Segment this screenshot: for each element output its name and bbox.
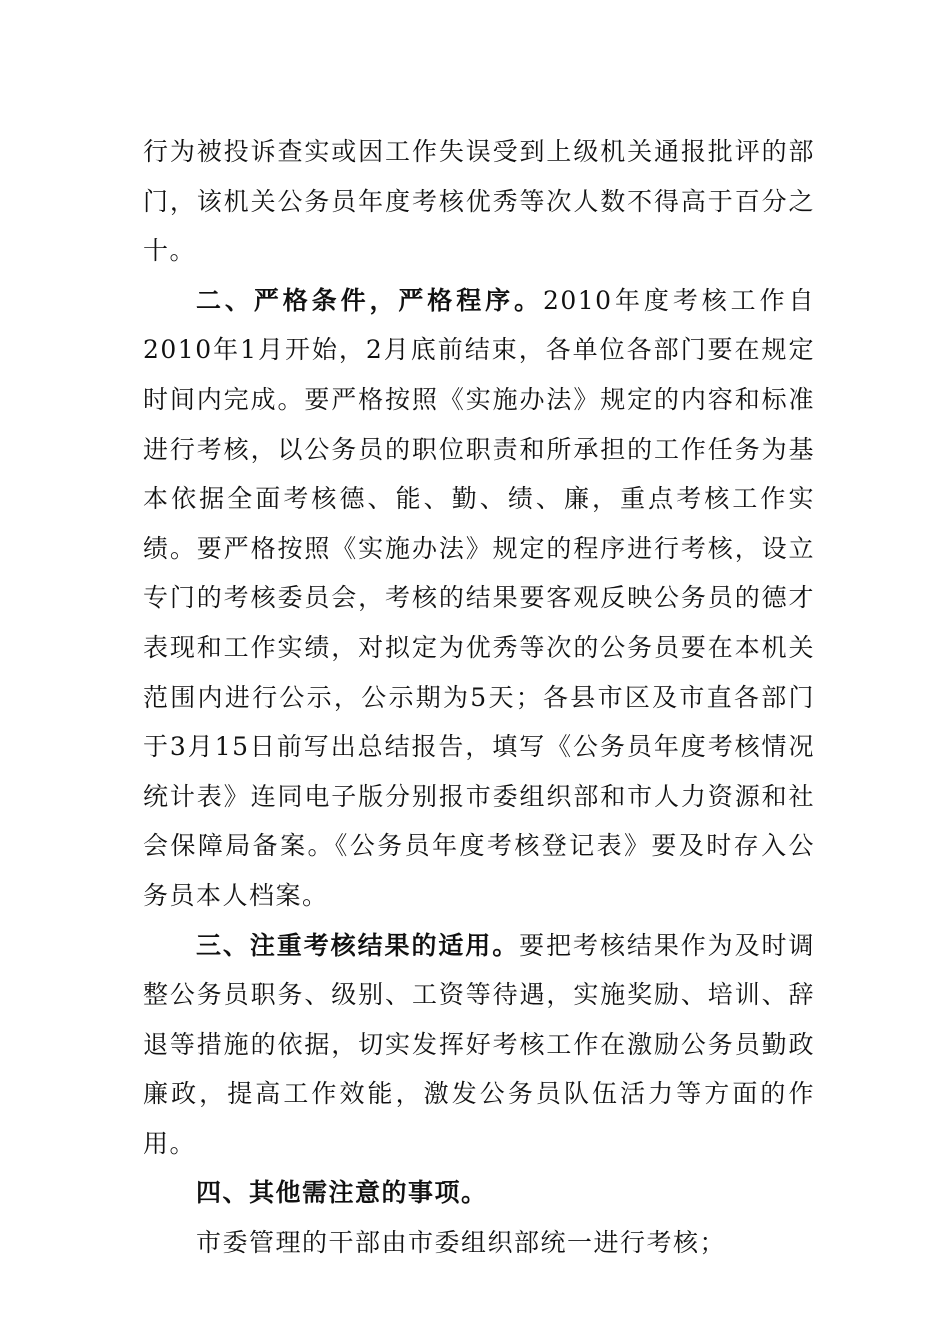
- section-4-heading: 四、其他需注意的事项。: [196, 1178, 488, 1208]
- section-2-body: 2010年度考核工作自2010年1月开始，2月底前结束，各单位各部门要在规定时间内完成。要严格按照《实施办法》规定的内容和标准进行考核，以公务员的职位职责和所承担的工作任务为基本依据全面考核德、能、勤、绩、廉，重点考核工作实绩。要严格按照《实施办法》规定的程序进行考核，设立专门的考核委员会，考核的结果要客观反映公务员的德才表现和工作实绩，对拟定为优秀等次的公务员要在本机关范围内进行公示，公示期为5天；各县市区及市直各部门于3月15日前写出总结报告，填写《公务员年度考核情况统计表》连同电子版分别报市委组织部和市人力资源和社会保障局备案。《公务员年度考核登记表》要及时存入公务员本人档案。: [143, 285, 815, 910]
- section-2-heading: 二、严格条件，严格程序。: [196, 285, 543, 315]
- section-2-paragraph: [143, 276, 815, 921]
- paragraph-last: 市委管理的干部由市委组织部统一进行考核；: [196, 1228, 727, 1258]
- section-4-paragraph: [143, 1168, 815, 1218]
- section-3-heading: 三、注重考核结果的适用。: [196, 930, 520, 960]
- section-3-paragraph: [143, 921, 815, 1169]
- document-body: [143, 127, 815, 1268]
- section-3-body: 要把考核结果作为及时调整公务员职务、级别、工资等待遇，实施奖励、培训、辞退等措施的依据，切实发挥好考核工作在激励公务员勤政廉政，提高工作效能，激发公务员队伍活力等方面的作用。: [143, 930, 815, 1158]
- paragraph-continued: 行为被投诉查实或因工作失误受到上级机关通报批评的部门，该机关公务员年度考核优秀等次人数不得高于百分之十。: [143, 137, 815, 266]
